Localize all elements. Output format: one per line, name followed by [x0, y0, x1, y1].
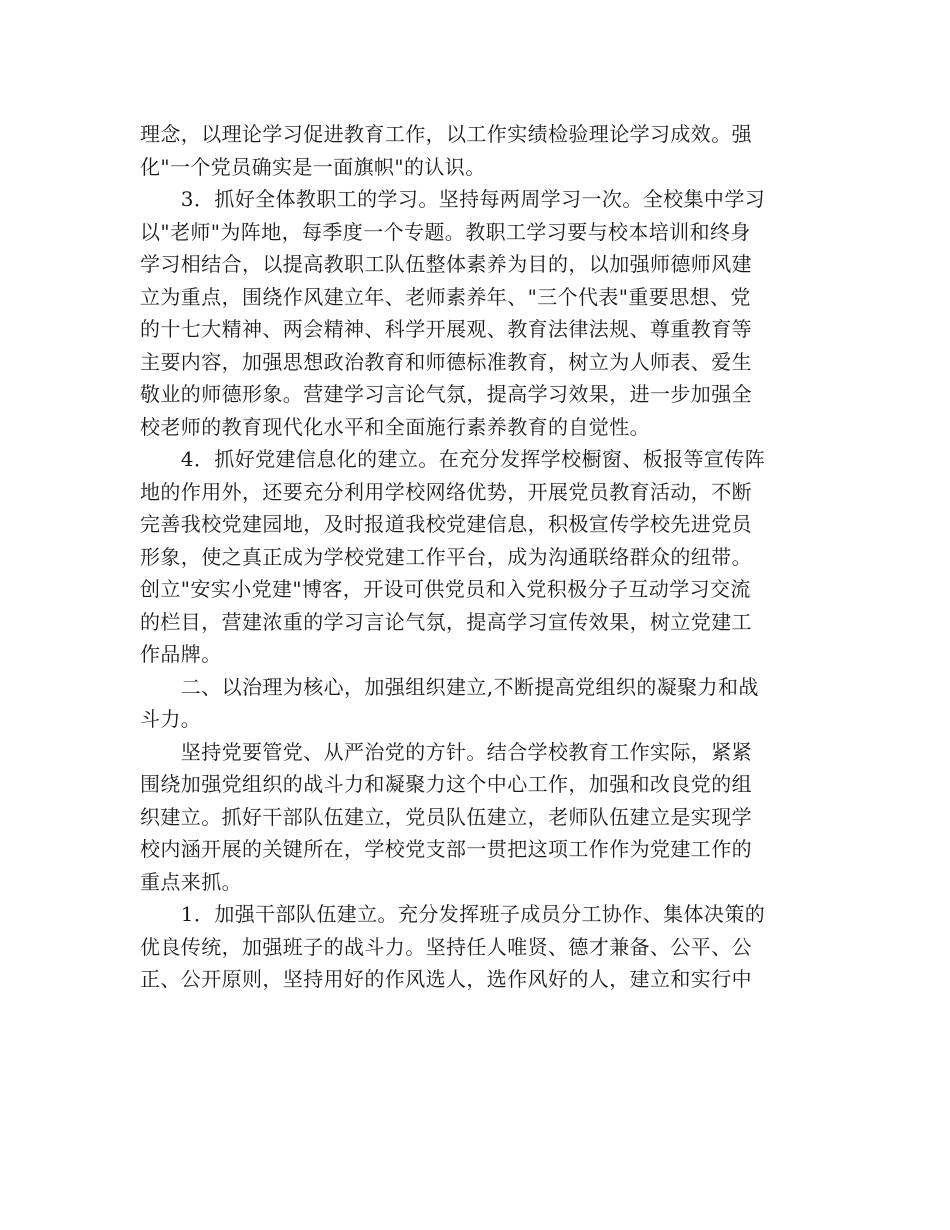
text-line: 3．抓好全体教职工的学习。坚持每两周学习一次。全校集中学习 — [140, 187, 766, 211]
text-line: 学习相结合，以提高教职工队伍整体素养为目的，以加强师德师风建 — [140, 252, 752, 276]
text-line: 二、以治理为核心，加强组织建立,不断提高党组织的凝聚力和战 — [140, 674, 759, 699]
text-line: 立为重点，围绕作风建立年、老师素养年、"三个代表"重要思想、党 — [140, 284, 751, 309]
text-line: 形象，使之真正成为学校党建工作平台，成为沟通联络群众的纽带。 — [140, 544, 752, 569]
text-line: 主要内容，加强思想政治教育和师德标准教育，树立为人师表、爱生 — [140, 349, 752, 374]
text-line: 作品牌。 — [140, 642, 222, 666]
text-line: 斗力。 — [140, 707, 202, 731]
text-line: 4．抓好党建信息化的建立。在充分发挥学校橱窗、板报等宣传阵 — [140, 447, 766, 471]
text-line: 化"一个党员确实是一面旗帜"的认识。 — [140, 154, 486, 179]
text-line: 织建立。抓好干部队伍建立，党员队伍建立，老师队伍建立是实现学 — [140, 804, 752, 829]
text-line: 1．加强干部队伍建立。充分发挥班子成员分工协作、集体决策的 — [140, 902, 766, 926]
text-line: 完善我校党建园地，及时报道我校党建信息，积极宣传学校先进党员 — [140, 512, 752, 536]
text-line: 的十七大精神、两会精神、科学开展观、教育法律法规、尊重教育等 — [140, 317, 752, 341]
text-line: 创立"安实小党建"博客，开设可供党员和入党积极分子互动学习交流 — [140, 577, 751, 601]
text-line: 以"老师"为阵地，每季度一个专题。教职工学习要与校本培训和终身 — [140, 219, 751, 244]
text-line: 的栏目，营建浓重的学习言论气氛，提高学习宣传效果，树立党建工 — [140, 609, 752, 634]
document-body — [140, 118, 812, 996]
text-line: 优良传统，加强班子的战斗力。坚持任人唯贤、德才兼备、公平、公 — [140, 934, 752, 959]
text-line: 围绕加强党组织的战斗力和凝聚力这个中心工作，加强和改良党的组 — [140, 772, 752, 796]
text-line: 正、公开原则，坚持用好的作风选人，选作风好的人，建立和实行中 — [140, 967, 752, 991]
text-line: 校内涵开展的关键所在，学校党支部一贯把这项工作作为党建工作的 — [140, 837, 752, 861]
text-line: 校老师的教育现代化水平和全面施行素养教育的自觉性。 — [140, 414, 650, 439]
text-line: 重点来抓。 — [140, 869, 242, 894]
text-line: 理念，以理论学习促进教育工作，以工作实绩检验理论学习成效。强 — [140, 122, 752, 146]
text-line: 坚持党要管党、从严治党的方针。结合学校教育工作实际，紧紧 — [140, 739, 752, 764]
text-line: 地的作用外，还要充分利用学校网络优势，开展党员教育活动，不断 — [140, 479, 752, 504]
text-line: 敬业的师德形象。营建学习言论气氛，提高学习效果，进一步加强全 — [140, 382, 752, 406]
